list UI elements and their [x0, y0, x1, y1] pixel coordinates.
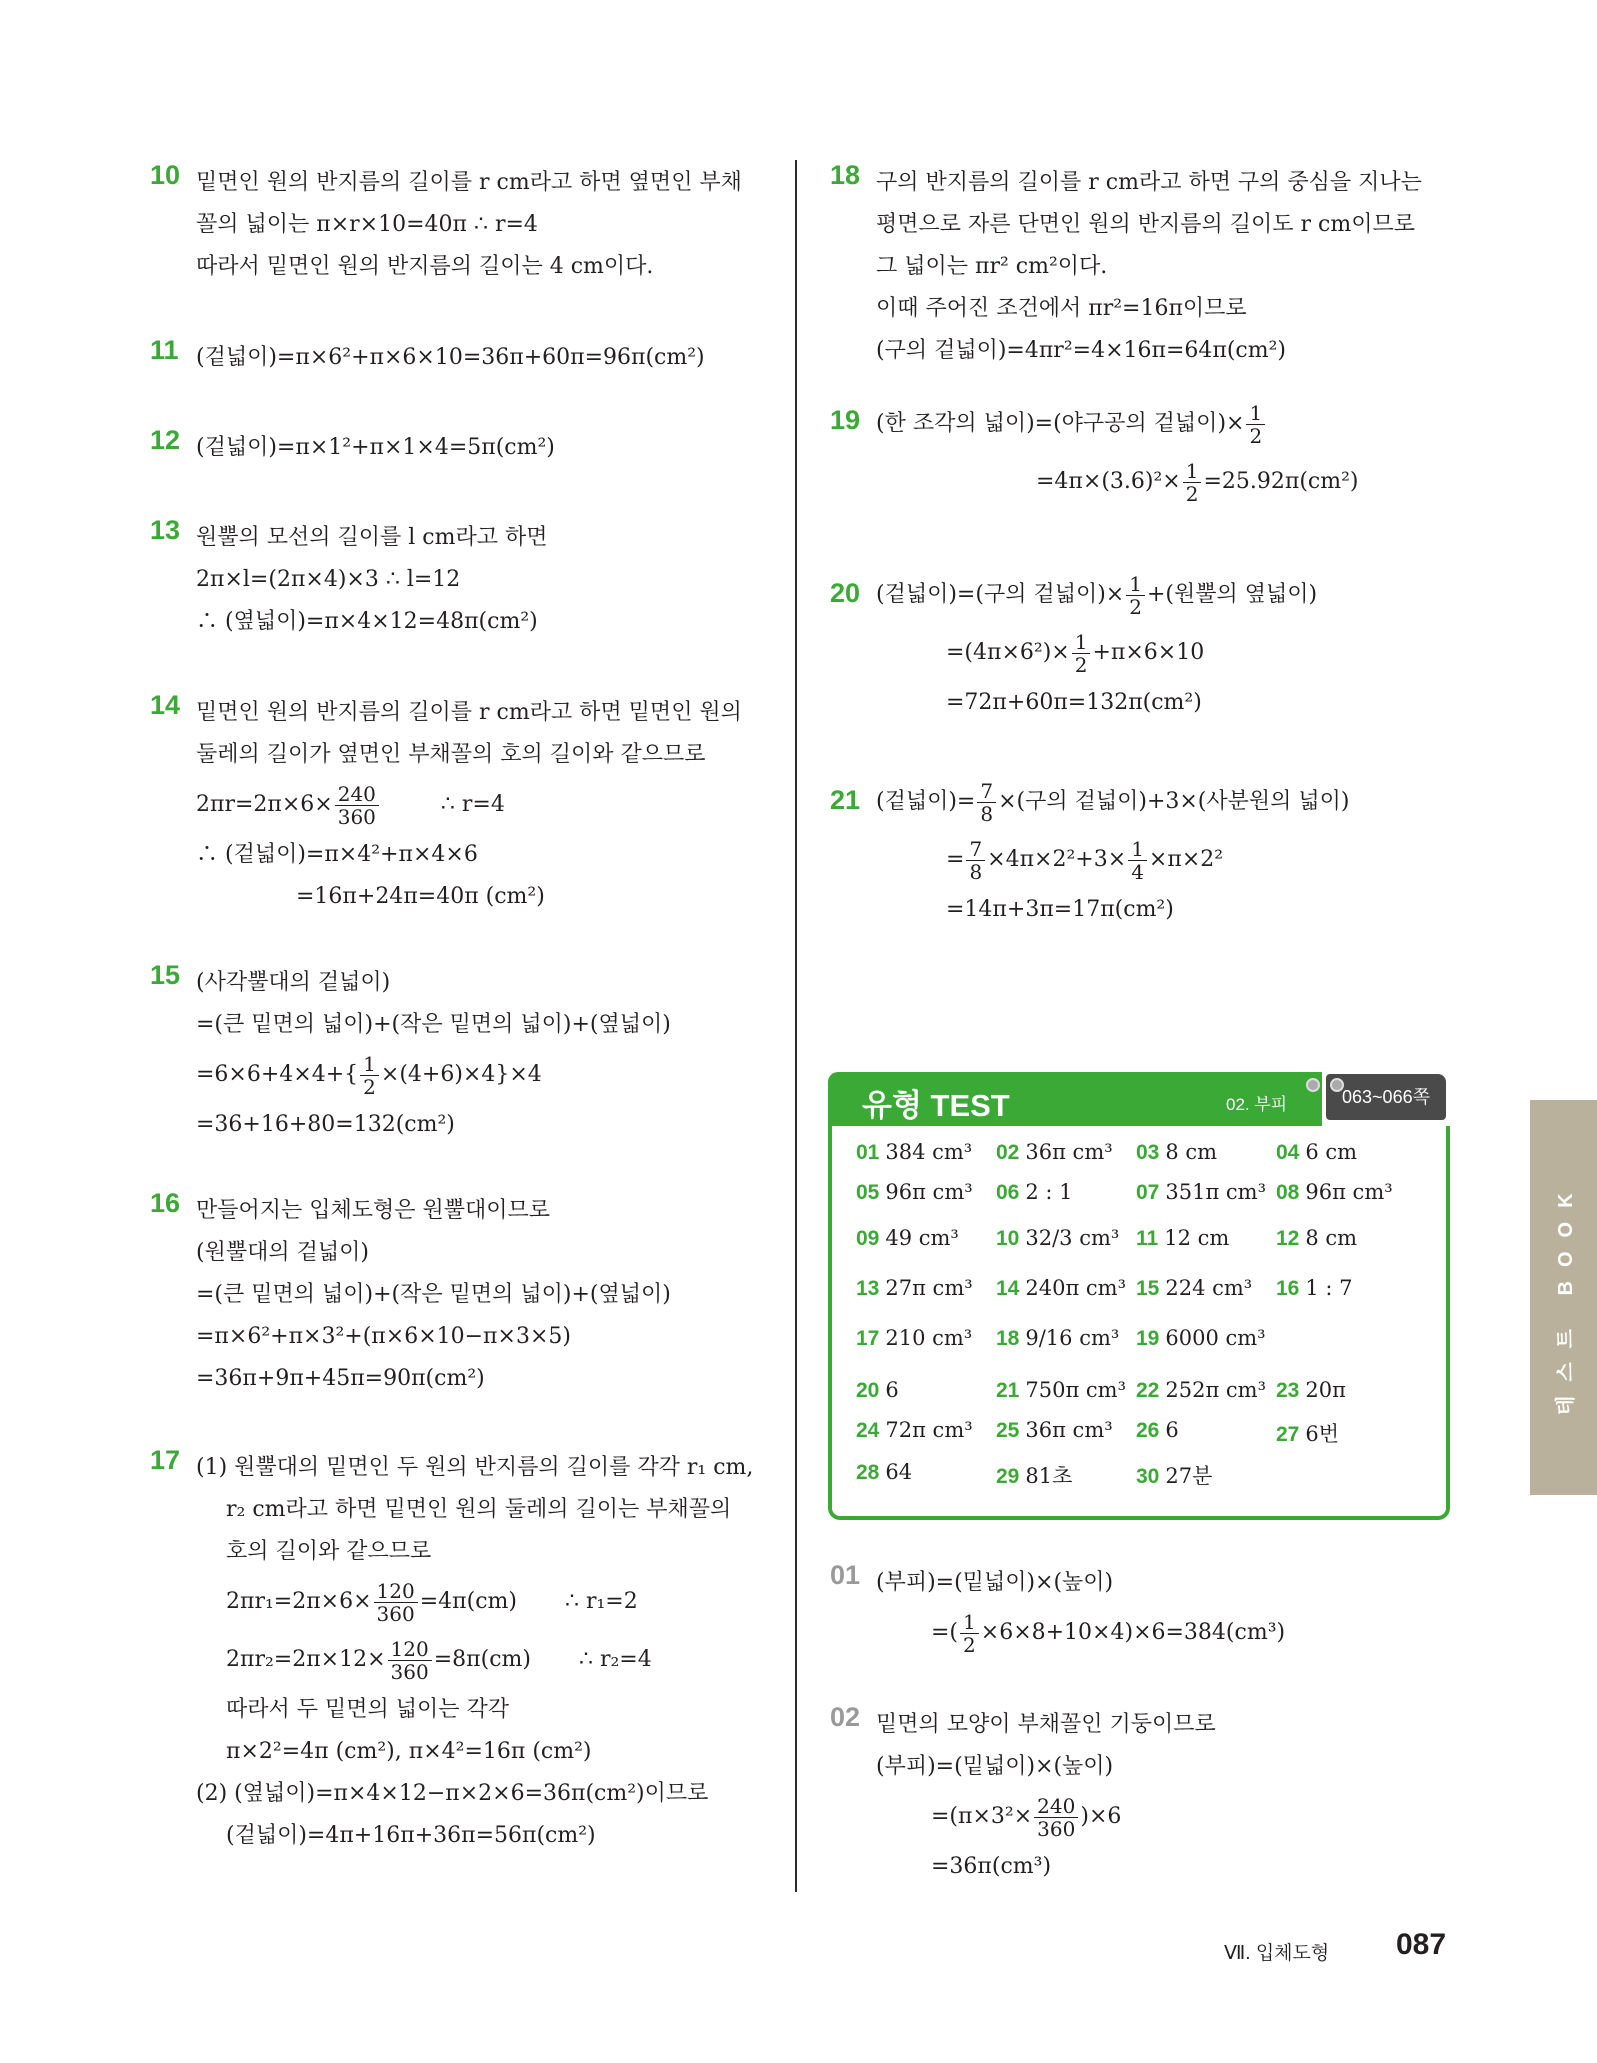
solution-line: =36π+9π+45π=90π(cm²) [196, 1366, 485, 1391]
solution-line: 이때 주어진 조건에서 πr²=16π이므로 [876, 296, 1247, 321]
problem-number: 01 [830, 1560, 861, 1590]
solution-line: 둘레의 길이가 옆면인 부채꼴의 호의 길이와 같으므로 [196, 742, 706, 767]
fraction [1126, 573, 1145, 618]
denominator: 360 [1037, 1816, 1076, 1841]
answer-value: 8 cm [1305, 1226, 1358, 1250]
equation-line [876, 624, 1476, 682]
equation-text: ×6×8+10×4)×6=384(cm³) [980, 1620, 1286, 1645]
answer-item [996, 1378, 1126, 1403]
answer-value: 72π cm³ [885, 1418, 973, 1442]
problem-number: 15 [150, 960, 181, 990]
numerator: 120 [388, 1638, 432, 1661]
equation-text: =4π×(3.6)²× [1036, 469, 1181, 494]
answer-value: 96π cm³ [1305, 1180, 1393, 1204]
equation-text: 2πr₁=2π×6× [226, 1589, 372, 1614]
answer-number: 26 [1136, 1419, 1160, 1442]
numerator: 7 [977, 780, 996, 803]
answer-value: 8 cm [1165, 1140, 1218, 1164]
solution-line: =16π+24π=40π (cm²) [296, 884, 545, 909]
solution-line: (원뿔대의 겉넓이) [196, 1240, 369, 1265]
answer-number: 29 [996, 1465, 1020, 1488]
solution-line: 그 넓이는 πr² cm²이다. [876, 254, 1108, 279]
answer-item [996, 1326, 1119, 1351]
numerator: 1 [1128, 838, 1147, 861]
answer-number: 01 [856, 1141, 880, 1164]
numerator: 240 [335, 783, 379, 806]
answer-value: 6 [1165, 1418, 1179, 1442]
equation-text: =25.92π(cm²) [1203, 469, 1359, 494]
solution-line: =14π+3π=17π(cm²) [946, 897, 1174, 922]
page-number: 087 [1396, 1928, 1447, 1961]
answer-number: 12 [1276, 1227, 1300, 1250]
answer-item [1276, 1140, 1357, 1165]
answer-item [1136, 1140, 1217, 1165]
denominator: 4 [1131, 859, 1144, 884]
answer-value: 6 cm [1305, 1140, 1358, 1164]
answer-number: 16 [1276, 1277, 1300, 1300]
answer-item [856, 1418, 973, 1443]
numerator: 1 [1126, 573, 1145, 596]
answer-item [856, 1226, 959, 1251]
denominator: 2 [1129, 594, 1142, 619]
answer-value: 1 : 7 [1305, 1276, 1353, 1300]
answer-item [996, 1180, 1073, 1205]
solution-line: 평면으로 자른 단면인 원의 반지름의 길이도 r cm이므로 [876, 212, 1415, 237]
solution-line: (겉넓이)=π×6²+π×6×10=36π+60π=96π(cm²) [196, 345, 705, 370]
fraction [977, 780, 996, 825]
answer-item [996, 1460, 1072, 1490]
equation-text: ∴ r₁=2 [564, 1589, 638, 1614]
solution-line: 원뿔의 모선의 길이를 l cm라고 하면 [196, 525, 548, 550]
equation-line [196, 1046, 796, 1104]
problem-number: 13 [150, 515, 181, 545]
solution-line: =(큰 밑면의 넓이)+(작은 밑면의 넓이)+(옆넓이) [196, 1012, 671, 1037]
answer-value: 240π cm³ [1025, 1276, 1127, 1300]
answer-item [996, 1276, 1126, 1301]
answer-item [1136, 1418, 1179, 1443]
denominator: 360 [337, 804, 376, 829]
answer-number: 28 [856, 1461, 880, 1484]
fraction [1246, 402, 1265, 447]
solution-line: (사각뿔대의 겉넓이) [196, 970, 391, 995]
equation-line: = $\frac{7}{8}$ ×4π×2²+3× $\frac{1}{4}$ ×π×2² [946, 836, 1224, 884]
type-test-title: 유형 TEST [862, 1088, 1010, 1123]
equation-text: (한 조각의 넓이)=(야구공의 겉넓이)× [876, 411, 1245, 436]
answer-number: 30 [1136, 1465, 1160, 1488]
answer-item [856, 1326, 972, 1351]
solution-line: 만들어지는 입체도형은 원뿔대이므로 [196, 1198, 551, 1223]
answer-item [1136, 1226, 1229, 1251]
type-test-header [828, 1072, 1322, 1126]
denominator: 360 [376, 1601, 415, 1626]
answer-item [1276, 1180, 1393, 1205]
answer-number: 07 [1136, 1181, 1160, 1204]
answer-value: 20π [1305, 1378, 1346, 1402]
answer-number: 08 [1276, 1181, 1300, 1204]
problem-number: 02 [830, 1702, 861, 1732]
problem-number: 14 [150, 690, 181, 720]
solution-line: 따라서 밑면인 원의 반지름의 길이는 4 cm이다. [196, 254, 654, 279]
answer-number: 05 [856, 1181, 880, 1204]
answer-value: 6번 [1305, 1422, 1340, 1446]
fraction [1072, 631, 1091, 676]
equation-line [196, 1631, 796, 1689]
equation-line [196, 1573, 796, 1631]
solution-line: 따라서 두 밑면의 넓이는 각각 [226, 1697, 509, 1722]
equation-text: ∴ r=4 [440, 792, 505, 817]
answer-item [856, 1180, 973, 1205]
pin-icon [1330, 1078, 1344, 1092]
numerator: 7 [966, 838, 985, 861]
answer-value: 750π cm³ [1025, 1378, 1127, 1402]
answer-number: 13 [856, 1277, 880, 1300]
answer-number: 03 [1136, 1141, 1160, 1164]
fraction [374, 1580, 418, 1625]
problem-number: 19 [830, 405, 861, 435]
answer-value: 9/16 cm³ [1025, 1326, 1120, 1350]
equation-line [876, 1604, 1476, 1662]
fraction [1183, 460, 1202, 505]
answer-value: 27π cm³ [885, 1276, 973, 1300]
answer-item [1136, 1326, 1266, 1351]
answer-item [856, 1140, 972, 1165]
equation-text: =(4π×6²)× [946, 640, 1070, 665]
answer-number: 14 [996, 1277, 1020, 1300]
solution-line: 구의 반지름의 길이를 r cm라고 하면 구의 중심을 지나는 [876, 170, 1422, 195]
answer-item [856, 1378, 899, 1403]
numerator: 1 [960, 1611, 979, 1634]
equation-text: +π×6×10 [1092, 640, 1205, 665]
chapter-label: Ⅶ. 입체도형 [1224, 1943, 1330, 1964]
solution-line: (부피)=(밑넓이)×(높이) [876, 1754, 1114, 1779]
answer-value: 12 cm [1164, 1226, 1230, 1250]
side-tab-label: 테스트 BOOK [1555, 1179, 1577, 1416]
numerator: 1 [1072, 631, 1091, 654]
solution-line: 꼴의 넓이는 π×r×10=40π ∴ r=4 [196, 212, 538, 237]
solution-line: ∴ (겉넓이)=π×4²+π×4×6 [196, 842, 478, 867]
answer-number: 18 [996, 1327, 1020, 1350]
problem-number: 18 [830, 160, 861, 190]
solution-line: (부피)=(밑넓이)×(높이) [876, 1570, 1114, 1595]
solution-line: =72π+60π=132π(cm²) [946, 690, 1202, 715]
answer-number: 09 [856, 1227, 880, 1250]
solution-line: 밑면의 모양이 부채꼴인 기둥이므로 [876, 1712, 1216, 1737]
answer-item [996, 1226, 1119, 1251]
equation-text: 2πr=2π×6× [196, 792, 333, 817]
answer-item [1136, 1378, 1266, 1403]
fraction [1128, 838, 1147, 883]
problem-number: 10 [150, 160, 181, 190]
answer-number: 17 [856, 1327, 880, 1350]
equation-text: 2πr₂=2π×12× [226, 1647, 386, 1672]
answer-number: 23 [1276, 1379, 1300, 1402]
side-tab [1530, 1100, 1597, 1495]
answer-number: 22 [1136, 1379, 1160, 1402]
denominator: 2 [363, 1074, 376, 1099]
type-test-subtitle: 02. 부피 [1226, 1095, 1288, 1114]
equation-text: ×π×2² [1148, 847, 1224, 872]
solution-line: =36π(cm³) [931, 1854, 1052, 1879]
fraction [966, 838, 985, 883]
solution-line: r₂ cm라고 하면 밑면인 원의 둘레의 길이는 부채꼴의 [226, 1497, 732, 1522]
fraction [1034, 1795, 1078, 1840]
answer-number: 15 [1136, 1277, 1160, 1300]
fraction [388, 1638, 432, 1683]
answer-number: 20 [856, 1379, 880, 1402]
numerator: 120 [374, 1580, 418, 1603]
answer-number: 06 [996, 1181, 1020, 1204]
equation-text: ×(4+6)×4}×4 [380, 1062, 542, 1087]
denominator: 2 [963, 1632, 976, 1657]
answer-item [1276, 1378, 1346, 1403]
answer-item [1276, 1418, 1339, 1448]
pin-icon [1306, 1078, 1320, 1092]
solution-line: (1) 원뿔대의 밑면인 두 원의 반지름의 길이를 각각 r₁ cm, [196, 1455, 754, 1480]
equation-text: =4π(cm) [419, 1589, 517, 1614]
answer-number: 11 [1136, 1227, 1159, 1250]
answer-number: 19 [1136, 1327, 1160, 1350]
equation-text: (겉넓이)= [876, 789, 976, 814]
answer-value: 36π cm³ [1025, 1418, 1113, 1442]
answer-value: 6 [885, 1378, 899, 1402]
answer-value: 224 cm³ [1165, 1276, 1253, 1300]
answer-value: 81초 [1025, 1464, 1073, 1488]
answer-number: 02 [996, 1141, 1020, 1164]
page-range-tag: 063~066쪽 [1326, 1074, 1446, 1120]
answer-value: 64 [885, 1460, 913, 1484]
answer-value: 351π cm³ [1165, 1180, 1267, 1204]
solution-line: ∴ (옆넓이)=π×4×12=48π(cm²) [196, 609, 538, 634]
numerator: 1 [1246, 402, 1265, 425]
solution-line: =36+16+80=132(cm²) [196, 1112, 455, 1137]
solution-line: 밑면인 원의 반지름의 길이를 r cm라고 하면 옆면인 부채 [196, 170, 742, 195]
solution-line: 2π×l=(2π×4)×3 ∴ l=12 [196, 567, 461, 592]
fraction [960, 1611, 979, 1656]
answer-number: 24 [856, 1419, 880, 1442]
solution-line: (겉넓이)=π×1²+π×1×4=5π(cm²) [196, 435, 555, 460]
equation-text: (겉넓이)=(구의 겉넓이)× [876, 582, 1125, 607]
equation-line [876, 453, 1476, 511]
equation-line [876, 1788, 1476, 1846]
equation-text: ×4π×2²+3× [987, 847, 1127, 872]
answer-number: 25 [996, 1419, 1020, 1442]
answer-value: 96π cm³ [885, 1180, 973, 1204]
problem-number: 12 [150, 425, 181, 455]
fraction [335, 783, 379, 828]
equation-line [196, 776, 796, 834]
answer-number: 04 [1276, 1141, 1300, 1164]
equation-text: )×6 [1080, 1804, 1122, 1829]
numerator: 1 [1183, 460, 1202, 483]
equation-text: +(원뿔의 옆넓이) [1146, 582, 1318, 607]
type-test-box [828, 1072, 1450, 1524]
equation-line [876, 395, 1476, 453]
solution-line: =(큰 밑면의 넓이)+(작은 밑면의 넓이)+(옆넓이) [196, 1282, 671, 1307]
equation-text: ×(구의 겉넓이)+3×(사분원의 넓이) [998, 789, 1350, 814]
answer-item [1136, 1276, 1252, 1301]
answer-item [1136, 1460, 1212, 1490]
equation-text: =(π×3²× [931, 1804, 1033, 1829]
solution-line: 밑면인 원의 반지름의 길이를 r cm라고 하면 밑면인 원의 [196, 700, 742, 725]
answer-item [856, 1460, 912, 1485]
answer-value: 32/3 cm³ [1025, 1226, 1120, 1250]
answer-item [996, 1140, 1113, 1165]
equation-line [876, 773, 1476, 831]
equation-text: =8π(cm) [433, 1647, 531, 1672]
answer-grid [828, 1126, 1450, 1520]
problem-number: 21 [830, 785, 861, 815]
problem-number: 16 [150, 1188, 181, 1218]
problem-number: 20 [830, 578, 861, 608]
denominator: 2 [1249, 423, 1263, 448]
answer-item [996, 1418, 1113, 1443]
numerator: 240 [1034, 1795, 1078, 1818]
problem-number: 17 [150, 1445, 181, 1475]
solution-line: (구의 겉넓이)=4πr²=4×16π=64π(cm²) [876, 338, 1287, 363]
answer-item [856, 1276, 973, 1301]
numerator: 1 [360, 1053, 379, 1076]
equation-text: =6×6+4×4+{ [196, 1062, 359, 1087]
answer-value: 36π cm³ [1025, 1140, 1113, 1164]
answer-value: 49 cm³ [885, 1226, 959, 1250]
solution-line: 호의 길이와 같으므로 [226, 1539, 432, 1564]
answer-value: 27분 [1165, 1464, 1213, 1488]
answer-number: 27 [1276, 1423, 1300, 1446]
denominator: 2 [1074, 652, 1088, 677]
solution-line: (2) (옆넓이)=π×4×12−π×2×6=36π(cm²)이므로 [196, 1781, 709, 1806]
problem-number: 11 [150, 335, 179, 365]
answer-value: 6000 cm³ [1165, 1326, 1266, 1350]
solution-line: π×2²=4π (cm²), π×4²=16π (cm²) [226, 1739, 592, 1764]
answer-number: 21 [996, 1379, 1020, 1402]
denominator: 360 [390, 1659, 429, 1684]
equation-text: =( [931, 1620, 959, 1645]
answer-number: 10 [996, 1227, 1020, 1250]
answer-value: 384 cm³ [885, 1140, 973, 1164]
answer-value: 2 : 1 [1025, 1180, 1073, 1204]
equation-text: ∴ r₂=4 [578, 1647, 652, 1672]
denominator: 2 [1185, 481, 1199, 506]
equation-line [876, 566, 1476, 624]
answer-item [1136, 1180, 1266, 1205]
denominator: 8 [980, 801, 994, 826]
solution-line: =π×6²+π×3²+(π×6×10−π×3×5) [196, 1324, 571, 1349]
answer-value: 252π cm³ [1165, 1378, 1267, 1402]
denominator: 8 [969, 859, 983, 884]
answer-value: 210 cm³ [885, 1326, 973, 1350]
fraction [360, 1053, 379, 1098]
solution-line: (겉넓이)=4π+16π+36π=56π(cm²) [226, 1823, 596, 1848]
answer-item [1276, 1276, 1353, 1301]
answer-item [1276, 1226, 1357, 1251]
